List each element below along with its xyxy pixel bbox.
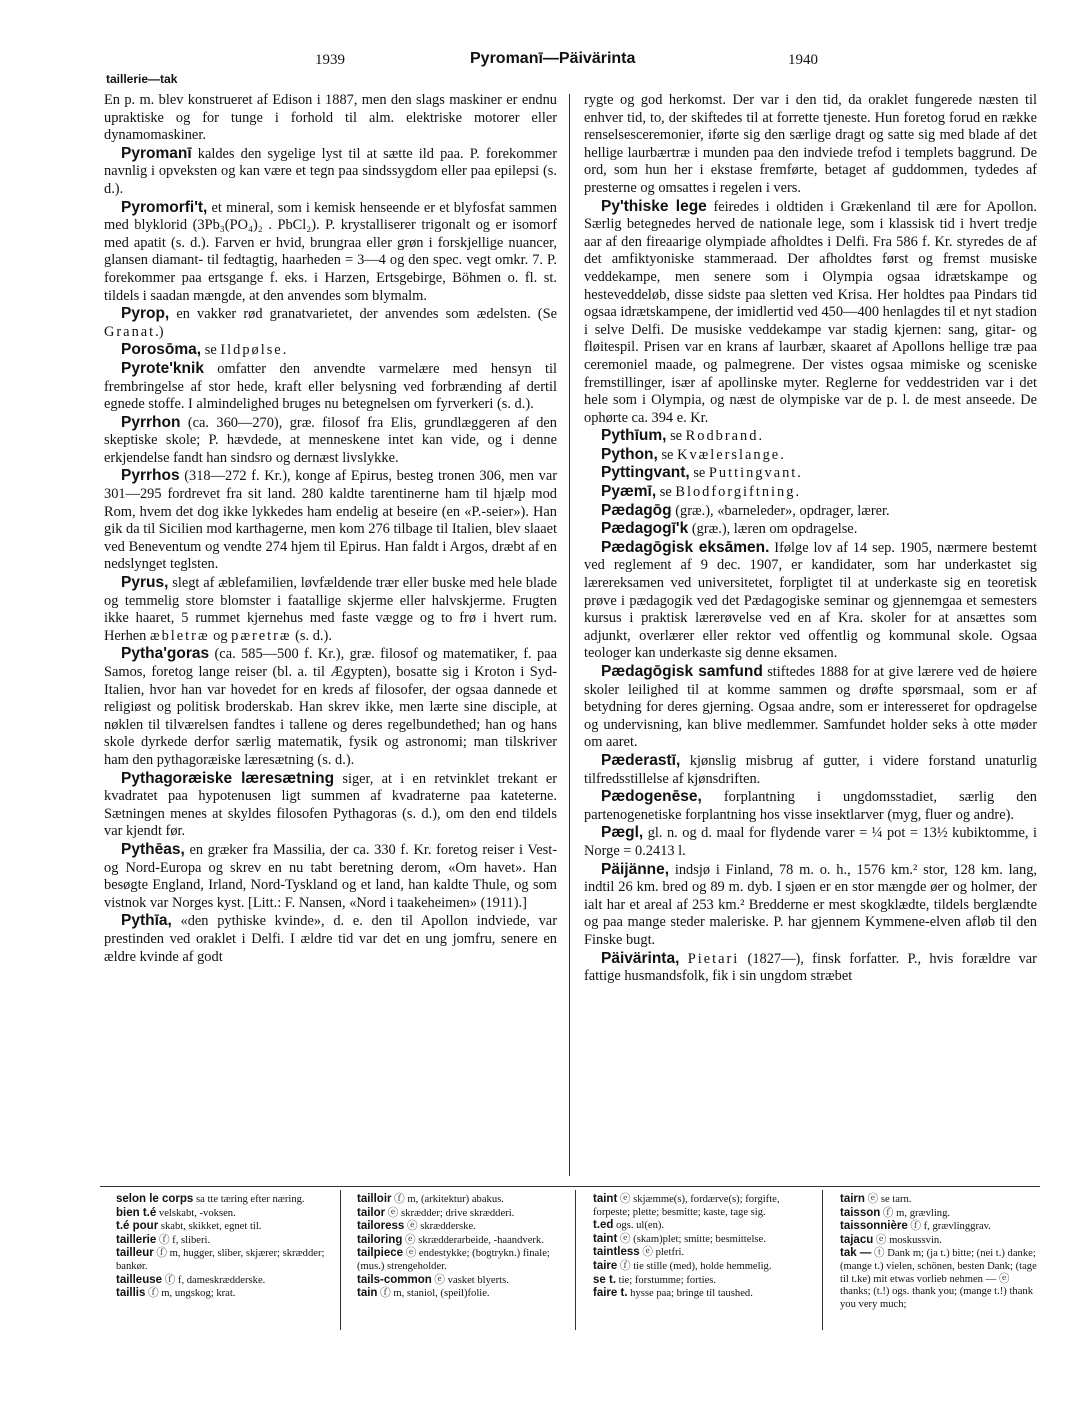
column-divider <box>569 94 570 1176</box>
glossary-entry <box>104 1220 332 1234</box>
glossary-entry <box>345 1207 567 1221</box>
glossary-entry <box>828 1220 1040 1234</box>
entry-text: se <box>204 342 217 359</box>
guide-words: taillerie—tak <box>106 72 178 86</box>
glossary-headword: taissonnière <box>840 1220 908 1233</box>
headword: Pyrop, <box>121 305 170 323</box>
glossary-headword: tain <box>357 1287 378 1300</box>
headword: Pyromorfi't, <box>121 198 208 216</box>
glossary-text: ⓕ m, hugger, sliber, skjærer; skrædder; bankør. <box>116 1248 325 1272</box>
entry-text: . <box>758 428 763 445</box>
headword: Pyæmī, <box>601 483 657 501</box>
entry <box>584 539 1037 663</box>
entry-text: (1827—), finsk forfatter. P., hvis forældre var fattige husmandsfolk, fik i sin ungdom stræbet <box>584 950 1037 985</box>
glossary-text: ⓔ se tarn. <box>867 1194 912 1205</box>
glossary-text: ⓔ (skam)plet; smitte; besmittelse. <box>619 1233 766 1245</box>
glossary-headword: tailpiece <box>357 1247 404 1260</box>
cross-reference: Pietari <box>687 950 740 967</box>
glossary-column <box>345 1193 567 1301</box>
glossary-text: hysse paa; bringe til taushed. <box>630 1288 753 1300</box>
entry-text: (ca. 585—500 f. Kr.), græ. filosof og matematiker, f. paa Samos, foretog lange reiser (bl. a. til Ægypten), bosatte sig i Kroton i Syd-Italien, hvor han var hovedet for en kreds af filosofer, der ogsaa dannede et religiøst og politisk broderskab. Han skrev ikke, men lærte sine disciple, at nøklen til tilværelsen fandtes i tallene og deres regelbundethed; han og hans skole dyrkede derfor særlig matematik, fysik og astronomi; man tilskriver ham den pythagoræiske læresætning (s. d.). <box>104 646 557 768</box>
glossary-entry <box>345 1287 567 1301</box>
glossary-text: ⓕ f, grævlinggrav. <box>910 1221 991 1233</box>
glossary-entry <box>104 1207 332 1221</box>
page-number-right: 1940 <box>788 52 818 68</box>
glossary-headword: tailoress <box>357 1220 405 1233</box>
headword: Pyrrhos <box>121 467 180 485</box>
glossary-column <box>828 1193 1040 1311</box>
headword: Py'thiske lege <box>601 197 707 215</box>
glossary-entry <box>345 1274 567 1288</box>
glossary-divider <box>340 1190 341 1330</box>
headword: Pædagōgisk eksāmen. <box>601 538 770 556</box>
cross-reference: æbletræ <box>149 627 210 644</box>
entry-text: se <box>661 446 674 463</box>
entry-text: feiredes i oldtiden i Grækenland til ære for Apollon. Særlig betegnedes herved de nationale lege, som i klassisk tid i hvert tredje aar af den fireaarige olympiade afholdtes i Delfi. Fra 586 f. Kr. styredes de af det amfiktyoniske stammeraad. Der afholdtes først og fremst musiske veddekampe, men senere som i Olympia ogsaa idrætskampe og hesteveddeløb, disse sidste paa sletten ved Krisa. Her holdtes paa Pindars tid ogsaa idrætskampene, der imidlertid ved 450—400 henlagdes til et nyt stadion i selve Delfi. De musiske veddekampe var stadig kjernen: sang, gitar- og fløitespil. Prisen var en krans af laurbær, skaaret af Apollons hellige træ paa ceremoniel maade, og palmegrene. Der vistes ogsaa mimiske og sceniske fremstillinger, især af apollinske myter. Reglerne for veddestriden var i det hele som i Olympia, og næst de olympiske var de p. l. de mest anseede. De ophørte ca. 394 e. Kr. <box>584 198 1038 426</box>
entry <box>584 198 1037 428</box>
entry-text: (318—272 f. Kr.), konge af Epirus, besteg tronen 306, men var 301—295 fordrevet fra sit land. 280 kaldte tarentinerne ham til hjælp mod Rom, hvem det dog ikke lykkedes ham endelig at beseire (en «P.-seier»). Han gik da til Sicilien mod karthagerne, men kom 276 tilbage til Italien, blev slaaet ved Beneventum og vendte 274 hjem til Epirus. Han faldt i Argos, dræbt af en nedslynget teglsten. <box>104 468 557 573</box>
entry <box>584 788 1037 824</box>
glossary-headword: tailleur <box>116 1247 154 1260</box>
glossary-entry <box>581 1233 815 1247</box>
entry-text: (græ.), «barneleder», opdrager, lærer. <box>675 502 890 519</box>
glossary-text: tie; forstumme; forties. <box>618 1274 717 1286</box>
glossary-text: ⓕ m, staniol, (speil)folie. <box>380 1288 490 1300</box>
entry-text: gl. n. og d. maal for flydende varer = ¼ pot = 13½ kubiktomme, i Norge = 0.2413 l. <box>584 825 1037 859</box>
entry-text: En p. m. blev konstrueret af Edison i 1887, men den slags maskiner er endnu upraktiske og for tunge i forhold til alm. elektriske motorer eller dynamomaskiner. <box>104 92 557 144</box>
glossary-entry <box>581 1246 815 1260</box>
right-column <box>584 92 1037 986</box>
glossary-text: ⓔ endestykke; (bogtrykn.) finale; (mus.) strengeholder. <box>357 1248 550 1272</box>
entry-text: . <box>780 446 784 463</box>
glossary-text: ⓣ Dank m; (ja t.) bitte; (nei t.) danke; (mange t.) vielen, schönen, besten Dank; (tage til t.ke) mit etwas vorlieb nehmen — ⓔ thanks; (t.!) ogs. thank you; (mange t.!) thank you very much; <box>840 1248 1037 1310</box>
glossary-headword: se t. <box>593 1273 617 1286</box>
glossary-entry <box>581 1193 815 1219</box>
glossary-text: ⓔ skjæmme(s), fordærve(s); forgifte, forpeste; plette; besmitte; kaste, tage sig. <box>593 1194 780 1218</box>
glossary-headword: selon le corps <box>116 1193 194 1205</box>
glossary-headword: taisson <box>840 1206 881 1219</box>
glossary-entry <box>828 1234 1040 1248</box>
headword: Pythīa, <box>121 912 172 930</box>
entry-text: kjønslig misbrug af gutter, i videre forstand unaturlig tilfredsstillelse af kjønsdriften. <box>584 752 1037 787</box>
entry <box>584 752 1037 788</box>
headword: Porosōma, <box>121 341 202 359</box>
glossary-headword: tairn <box>840 1193 865 1205</box>
glossary-column <box>104 1193 332 1301</box>
glossary-entry <box>828 1207 1040 1221</box>
cross-reference: Kvælerslange <box>677 446 781 463</box>
entry-text: «den pythiske kvinde», d. e. den til Apollon indviede, var prestinden ved oraklet i Delfi. I ældre tid var det en ung jomfru, senere en ældre kvinde af godt <box>104 913 557 965</box>
entry <box>584 824 1037 860</box>
entry-text: se <box>693 465 706 482</box>
glossary-headword: taillerie <box>116 1233 157 1246</box>
glossary-headword: taint <box>593 1232 618 1245</box>
glossary-headword: taire <box>593 1259 618 1272</box>
glossary-text: ⓕ m, (arkitektur) abakus. <box>394 1194 504 1205</box>
glossary-text: ⓕ f, sliberi. <box>158 1234 211 1246</box>
headword: Päivärinta, <box>601 949 680 967</box>
glossary-headword: tailor <box>357 1206 386 1219</box>
cross-reference: Puttingvant <box>708 465 798 482</box>
glossary-rule <box>100 1186 1040 1187</box>
glossary-entry <box>828 1247 1040 1311</box>
entry <box>584 483 1037 502</box>
glossary-headword: tailloir <box>357 1193 392 1205</box>
entry-text: (s. d.). <box>295 627 332 644</box>
entry-text: og <box>213 627 228 644</box>
entry-text: .) <box>155 323 164 340</box>
entry-text: en græker fra Massilia, der ca. 330 f. Kr. foretog reiser i Vest- og Nord-Europa og skrev en nu tabt beretning derom, «Om havet». Han besøgte England, Irland, Nord-Tyskland og et land, han kaldte Thule, og som vistnok var Norges kyst. [Litt.: F. Nansen, «Nord i taakeheimen» (1911).] <box>104 841 557 911</box>
glossary-headword: tails-common <box>357 1273 432 1286</box>
cross-reference: pæretræ <box>231 627 292 644</box>
page-number-left: 1939 <box>315 52 345 68</box>
entry-text: stiftedes 1888 for at give lærere ved de høiere skoler leilighed til at komme sammen og drøfte spørsmaal, som er af betydning for deres gjerning. Ogsaa andre, som er interesseret for opdragelse og undervisning, kan blive medlemmer. Samfundet holder seks à otte møder om aaret. <box>584 664 1037 751</box>
glossary-entry <box>104 1287 332 1301</box>
glossary-text: ⓔ moskussvin. <box>875 1234 942 1246</box>
glossary-headword: t.ed <box>593 1219 614 1232</box>
entry <box>104 305 557 341</box>
headword: Pyromanī <box>121 144 192 162</box>
entry <box>104 199 557 306</box>
entry <box>104 645 557 769</box>
glossary-headword: bien t.é <box>116 1206 157 1219</box>
glossary-headword: tailoring <box>357 1233 403 1246</box>
headword: Pægl, <box>601 824 644 842</box>
glossary-headword: tailleuse <box>116 1273 163 1286</box>
headword: Päijänne, <box>601 860 670 878</box>
glossary-entry <box>581 1219 815 1233</box>
glossary-entry <box>581 1260 815 1274</box>
glossary-entry <box>345 1220 567 1234</box>
entry <box>584 520 1037 539</box>
entry <box>584 464 1037 483</box>
headword: Python, <box>601 445 658 463</box>
glossary-text: ⓔ skrædderske. <box>406 1221 476 1233</box>
entry <box>104 912 557 966</box>
glossary-text: ⓕ f, dameskrædderske. <box>164 1274 266 1286</box>
headword: Pædagōg <box>601 501 672 519</box>
entry <box>104 574 557 645</box>
glossary-headword: tajacu <box>840 1233 874 1246</box>
glossary-column <box>581 1193 815 1301</box>
headword: Pythīum, <box>601 427 667 445</box>
glossary-headword: faire t. <box>593 1287 628 1300</box>
headword: Pæderastī, <box>601 751 681 769</box>
headword: Pyrus, <box>121 574 169 592</box>
entry-text: (ca. 360—270), græ. filosof fra Elis, grundlæggeren af den skeptiske skole; P. hævdede, at menneskene intet kan vide, og i denne erkjendelse fandt han sindsro og dernæst livslykke. <box>104 414 557 466</box>
cross-reference: Ildpølse <box>220 342 283 359</box>
glossary-text: ⓔ skrædderarbeide, -haandverk. <box>405 1234 544 1246</box>
entry <box>104 92 557 145</box>
entry-text: . <box>795 484 800 501</box>
entry <box>104 341 557 360</box>
headword: Pædagōgisk samfund <box>601 663 763 680</box>
glossary-entry <box>581 1287 815 1301</box>
entry <box>584 427 1037 446</box>
entry-text: rygte og god herkomst. Der var i den tid, da oraklet fungerede næsten til enhver tid, to, der skiftedes til at forrette tjeneste. Hun foretog forud en række renselsesceremonier, iførte sig den særlige dragt og satte sig med blade af det hellige laurbærtræ i munden paa den indviede trefod i templets baggrund. De ord, som hun her i ekstase fremførte, betaget af guddommen, tydedes af presterne og omsattes i regelen i vers. <box>584 92 1037 196</box>
entry-text: Ifølge lov af 14 sep. 1905, nærmere bestemt ved reglement af 9 dec. 1907, er kandidater, som har underkastet sig lærereksamen ved universitetet, forpligtet til at underkaste sig en teoretisk prøve i pædagogik ved det Pædagogiske seminar og gjennemgaa et semesters kursus i praktisk lærerøvelse ved en af Kra. skoler for at ansættes som adjunkt, overlærer eller rektor ved offentlig og kommunal skole. Ogsaa teologer kan underkaste sig denne eksamen. <box>584 539 1037 662</box>
glossary-text: ⓔ skrædder; drive skrædderi. <box>387 1207 515 1219</box>
entry <box>104 145 557 199</box>
glossary-text: ⓕ tie stille (med), holde hemmelig. <box>619 1260 772 1272</box>
glossary-entry <box>104 1234 332 1248</box>
cross-reference: Blodforgiftning <box>675 484 796 501</box>
entry <box>104 360 557 414</box>
entry <box>584 950 1037 986</box>
entry-text: indsjø i Finland, 78 m. o. h., 1576 km.² stor, 128 km. lang, indtil 26 km. bred og 89 m. dyb. I sjøen er en stor mængde øer og holmer, der ialt har et areal af 253 km.² Bredderne er mest skogklædte, tildels berglændte og paa mange steder maleriske. P. har gjennem Kymmene-elven afløb til den Finske bugt. <box>584 861 1037 948</box>
running-title: Pyromanī—Päivärinta <box>470 50 636 67</box>
glossary-headword: taint <box>593 1193 618 1205</box>
entry-text: en vakker rød granatvarietet, der anvendes som ædelsten. (Se <box>176 306 557 323</box>
entry-text: kaldes den sygelige lyst til at sætte ild paa. P. forekommer navnlig i opveksten og kan være et tegn paa sindssygdom eller paa epilepsi (s. d.). <box>104 145 557 197</box>
entry <box>104 467 557 574</box>
headword: Pædagogī'k <box>601 520 689 538</box>
glossary-text: ⓕ m, ungskog; krat. <box>148 1288 236 1300</box>
glossary-entry <box>104 1193 332 1207</box>
glossary-entry <box>581 1274 815 1288</box>
entry-text: . <box>797 465 801 482</box>
glossary-text: skabt, skikket, egnet til. <box>160 1221 262 1233</box>
glossary-headword: tak — <box>840 1247 872 1260</box>
glossary-text: sa tte tæring efter næring. <box>196 1194 305 1205</box>
glossary-headword: taillis <box>116 1287 146 1300</box>
glossary-entry <box>104 1274 332 1288</box>
glossary-entry <box>828 1193 1040 1207</box>
cross-reference: Granat <box>104 323 156 340</box>
entry-text: . <box>282 342 287 359</box>
glossary-divider <box>822 1190 823 1330</box>
glossary-entry <box>345 1247 567 1273</box>
entry-text: omfatter den anvendte varmelære med hensyn til frembringelse af stor hede, kraft eller belysning ved forbrænding af dertil egnede stoffe. I almindelighed bruges nu betegnelsen om fyrverkeri (s. d.). <box>104 360 557 413</box>
entry <box>584 92 1037 198</box>
glossary-headword: t.é pour <box>116 1220 159 1233</box>
glossary-headword: taintless <box>593 1246 640 1259</box>
glossary-entry <box>345 1234 567 1248</box>
entry <box>104 770 557 841</box>
glossary-text: ⓕ m, grævling. <box>882 1207 951 1219</box>
glossary-text: ⓔ vasket blyerts. <box>434 1274 509 1286</box>
headword: Pyttingvant, <box>601 464 690 482</box>
glossary-text: ⓔ pletfri. <box>642 1247 685 1259</box>
cross-reference: Rodbrand <box>685 428 759 445</box>
entry-text: se <box>670 428 683 445</box>
entry <box>104 841 557 912</box>
glossary-divider <box>575 1190 576 1330</box>
entry <box>104 414 557 468</box>
glossary-text: ogs. ul(en). <box>616 1220 665 1232</box>
headword: Pyrrhon <box>121 413 181 431</box>
headword: Pytha'goras <box>121 645 210 663</box>
entry-text: slegt af æblefamilien, løvfældende trær eller buske med hele blade og temmelig store blomster i faatallige skjerme eller halvskjerme. Frugten ikke haaret, 5 rummet kjernehus med faste vægge og to frø i hvert rum. Herhen <box>104 575 558 644</box>
entry <box>584 861 1037 950</box>
headword: Pædogenēse, <box>601 788 702 806</box>
headword: Pythēas, <box>121 840 185 858</box>
glossary-text: velskabt, -voksen. <box>158 1207 236 1219</box>
entry-text: se <box>659 484 672 501</box>
entry-text: siger, at i en retvinklet trekant er kvadratet paa hypotenusen ligt summen af kvadraterne paa kateterne. Sætningen menes at skyldes filosofen Pythagoras (s. d.), om den end tildels var kjendt før. <box>104 770 558 840</box>
entry-text: (græ.), læren om opdragelse. <box>691 521 858 538</box>
entry <box>584 502 1037 521</box>
entry <box>584 446 1037 465</box>
left-column <box>104 92 557 966</box>
entry <box>584 663 1037 752</box>
headword: Pyrote'knik <box>121 359 204 377</box>
entry-text: forplantning i ungdomsstadiet, særlig den partenogenetiske forplantning hos visse insektlarver (myg, fluer og andre). <box>584 789 1037 823</box>
headword: Pythagoræiske læresætning <box>121 769 335 787</box>
glossary-entry <box>104 1247 332 1273</box>
glossary-entry <box>345 1193 567 1207</box>
entry-text: et mineral, som i kemisk henseende er et blyfosfat sammen med blyklorid (3Pb₃(PO₄)₂ . PbCl₂). P. krystalliserer trigonalt og er isomorf med apatit (s. d.). Farven er hvid, brungraa eller grøn i forskjellige nuancer, glansen diamant- til fedtagtig, haarheden = 3—4 og den spec. vegt omkr. 7. P. forekommer paa ertsgange f. eks. i Harzen, Ertsgebirge, Böhmen o. fl. st. tildels i saadan mængde, at den anvendes som blymalm. <box>104 199 557 304</box>
